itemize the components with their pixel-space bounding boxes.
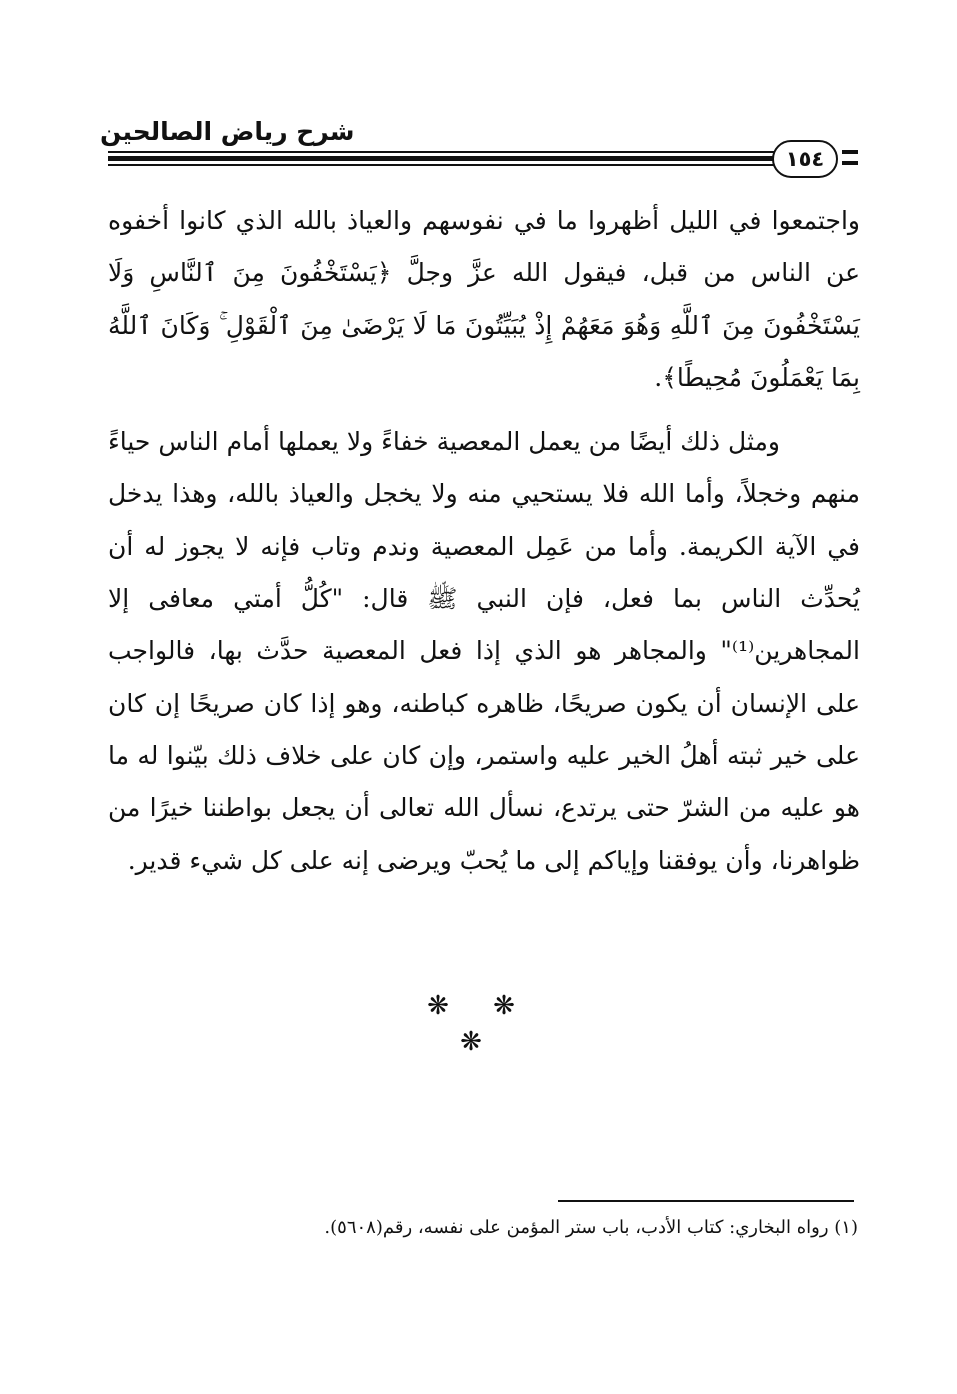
page-number: ١٥٤: [772, 140, 838, 178]
book-title: شرح رياض الصالحين: [100, 117, 355, 146]
header-rule-middle: [108, 156, 778, 161]
footnote-rule: [558, 1200, 854, 1202]
header-rule-stub-bottom: [842, 161, 858, 165]
paragraph-quran-verse: واجتمعوا في الليل أظهروا ما في نفوسهم والعياذ بالله الذي كانوا أخفوه عن الناس من قبل، فيقول الله عزَّ وجلَّ ﴿يَسْتَخْفُونَ مِنَ ٱلنَّاسِ وَلَا يَسْتَخْفُونَ مِنَ ٱللَّهِ وَهُوَ مَعَهُمْ إِذْ يُبَيِّتُونَ مَا لَا يَرْضَىٰ مِنَ ٱلْقَوْلِ ۚ وَكَانَ ٱللَّهُ بِمَا يَعْمَلُونَ مُحِيطًا﴾.: [108, 206, 860, 392]
header-rule-bottom: [108, 164, 778, 166]
body-text: [108, 195, 860, 887]
section-separator: ❋ ❋ ❋: [427, 991, 533, 1057]
header-rule-top: [108, 151, 778, 153]
footnote: (١) رواه البخاري: كتاب الأدب، باب ستر المؤمن على نفسه، رقم(٥٦٠٨).: [324, 1217, 858, 1238]
header-rule-stub-top: [842, 150, 858, 154]
paragraph-hidden-sin: ومثل ذلك أيضًا من يعمل المعصية خفاءً ولا يعملها أمام الناس حياءً منهم وخجلاً، وأما الله فلا يستحيي منه ولا يخجل والعياذ بالله، وهذا يدخل في الآية الكريمة. وأما من عَمِل المعصية وندم وتاب فإنه لا يجوز له أن يُحدِّث الناس بما فعل، فإن النبي ﷺ قال: "كُلُّ أمتي معافى إلا المجاهرين⁽¹⁾" والمجاهر هو الذي إذا فعل المعصية حدَّث بها، فالواجب على الإنسان أن يكون صريحًا، ظاهره كباطنه، وهو إذا كان صريحًا إن كان على خير ثبته أهلُ الخير عليه واستمر، وإن كان على خلاف ذلك بيّنوا له ما هو عليه من الشرّ حتى يرتدع، نسأل الله تعالى أن يجعل بواطننا خيرًا من ظواهرنا، وأن يوفقنا وإياكم إلى ما يُحبّ ويرضى إنه على كل شيء قدير.: [108, 427, 860, 875]
